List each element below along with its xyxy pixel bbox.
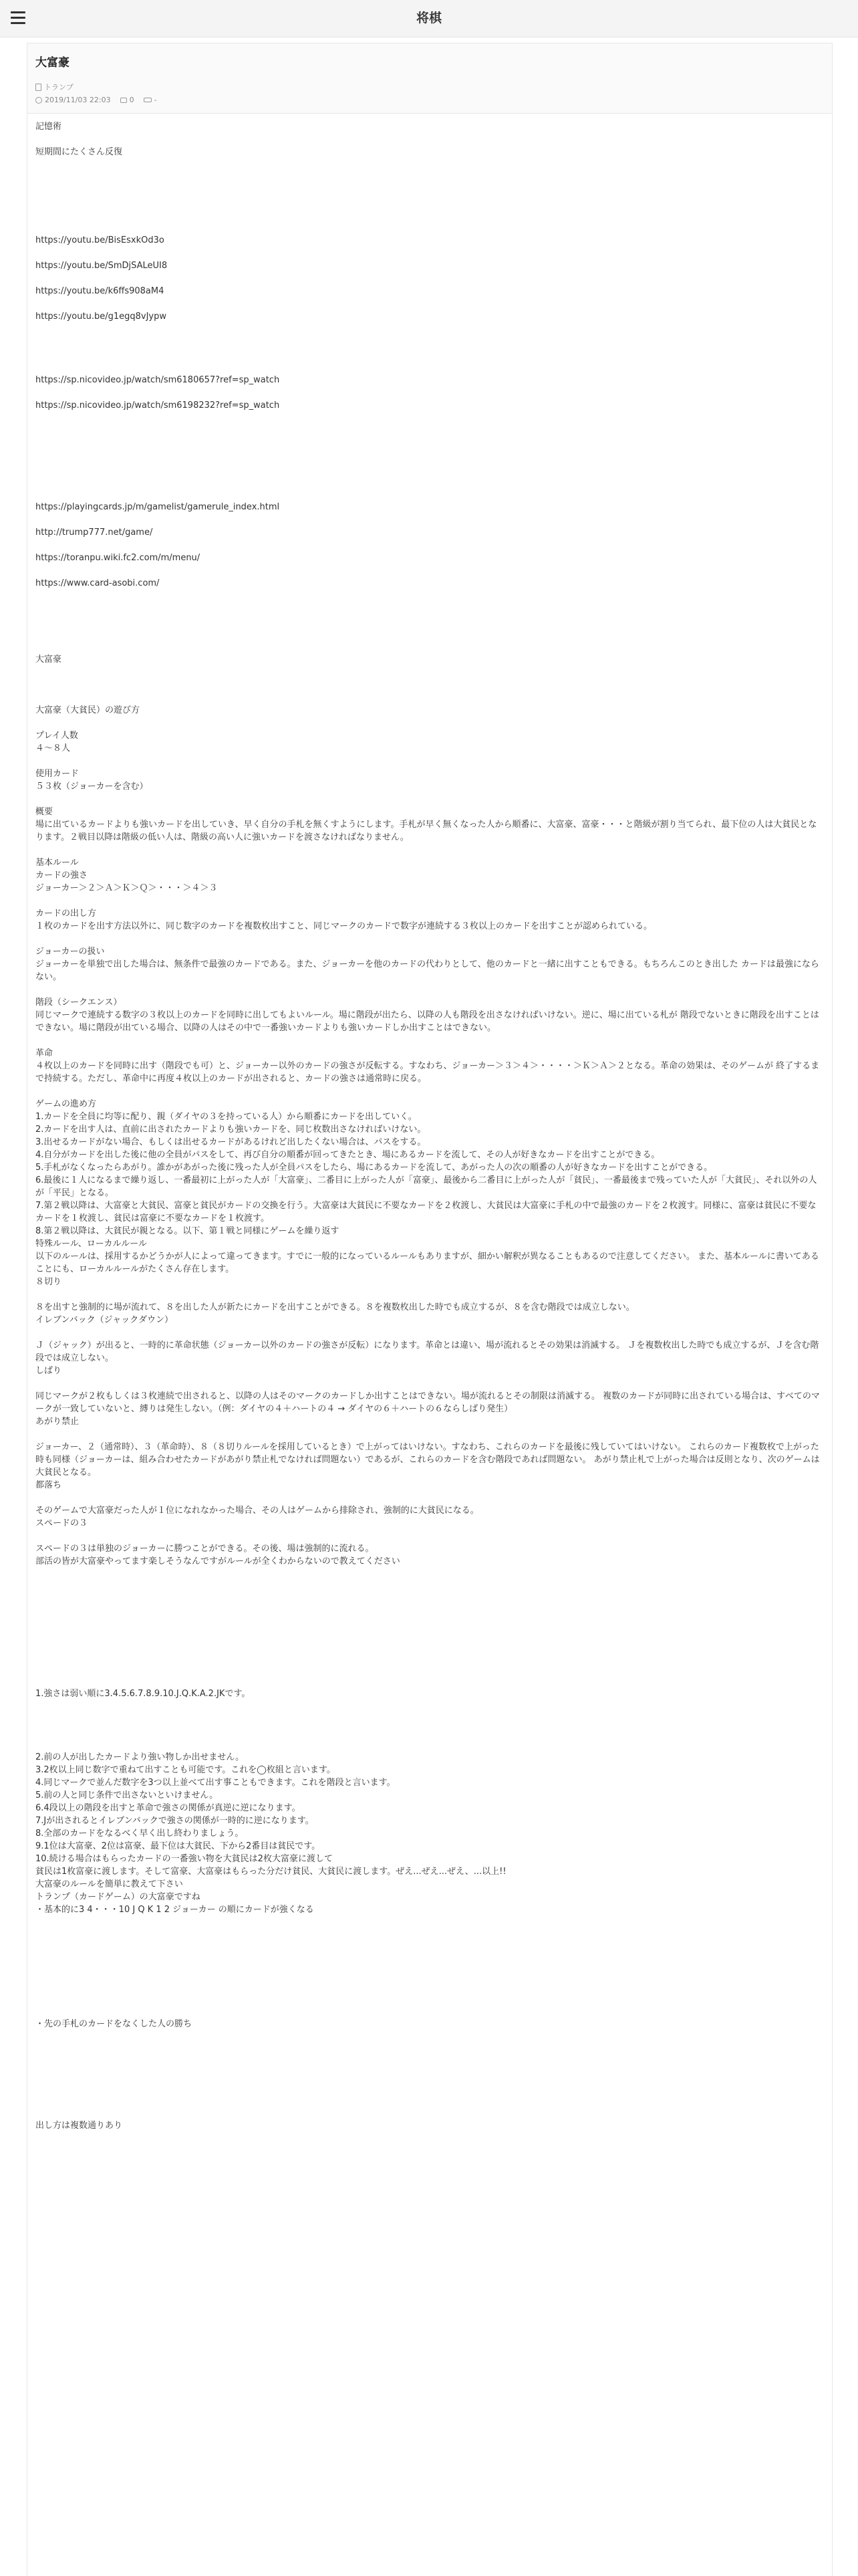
- body-line: 場に出ているカードよりも強いカードを出していき、早く自分の手札を無くすようにします。手札が早く無くなった人から順番に、大富豪、富豪・・・と階級が割り当てられ、最下位の人は大貧民となります。２戦目以降は階級の低い人は、階級の高い人に強いカードを渡さなければなりません。: [35, 820, 817, 842]
- body-line: 特殊ルール、ローカルルール: [35, 1239, 147, 1249]
- body-line: 10.続ける場合はもらったカードの一番強い物を大貧民は2枚大富豪に渡して: [35, 1854, 333, 1864]
- body-line: 3.2枚以上同じ数字で重ねて出すことも可能です。これを◯枚組と言います。: [35, 1765, 335, 1775]
- body-line: 都落ち: [35, 1480, 62, 1490]
- body-line: イレブンバック（ジャックダウン）: [35, 1315, 174, 1325]
- body-line: ８切り: [35, 1277, 62, 1287]
- body-line: 2.前の人が出したカードより強い物しか出せません。: [35, 1752, 245, 1762]
- category-row: [35, 82, 824, 92]
- body-line: ジョーカーを単独で出した場合は、無条件で最強のカードである。また、ジョーカーを他のカードの代わりとして、他のカードと一緒に出すこともできる。もちろんこのとき出した カードは最強にならない。: [35, 959, 819, 982]
- body-line: ジョーカー＞２＞Ａ＞Ｋ＞Ｑ＞・・・＞４＞３: [35, 883, 218, 893]
- body-line: 8.第２戦以降は、大貧民が親となる。以下、第１戦と同様にゲームを繰り返す: [35, 1226, 339, 1236]
- body-line: プレイ人数: [35, 731, 78, 741]
- body-line: カードの強さ: [35, 870, 88, 881]
- body-link[interactable]: https://playingcards.jp/m/gamelist/gamerule_index.html: [35, 502, 280, 512]
- body-line: 短期間にたくさん反復: [35, 147, 123, 157]
- body-line: そのゲームで大富豪だった人が１位になれなかった場合、その人はゲームから排除され、強制的に大貧民になる。: [35, 1506, 479, 1516]
- share-count[interactable]: -: [154, 96, 157, 104]
- post-header: [27, 43, 832, 114]
- body-link[interactable]: https://youtu.be/k6ffs908aM4: [35, 286, 164, 296]
- body-line: 7.第２戦以降は、大富豪と大貧民、富豪と貧民がカードの交換を行う。大富豪は大貧民に不要なカードを２枚渡し、大貧民は大富豪に手札の中で最強のカードを２枚渡す。同様に、富豪は貧民に不要なカードを１枚渡し、貧民は富豪に不要なカードを１枚渡す。: [35, 1201, 817, 1223]
- body-link[interactable]: http://trump777.net/game/: [35, 528, 153, 538]
- body-line: 基本ルール: [35, 858, 79, 868]
- body-line: 1.強さは弱い順に3.4.5.6.7.8.9.10.J.Q.K.A.2.JKです。: [35, 1689, 251, 1699]
- body-line: 貧民は1枚富豪に渡します。そして富豪、大富豪はもらった分だけ貧民、大貧民に渡します。ぜえ...ぜえ...ぜえ、...以上!!: [35, 1867, 507, 1877]
- app-title: 将棋: [416, 11, 442, 25]
- clock-icon: [35, 97, 42, 104]
- category-link[interactable]: トランプ: [44, 83, 74, 92]
- body-link[interactable]: https://youtu.be/SmDjSALeUI8: [35, 261, 168, 271]
- body-line: 5.手札がなくなったらあがり。誰かがあがった後に残った人が全員パスをしたら、場にあるカードを流して、あがった人の次の順番の人が好きなカードを出すことができる。: [35, 1163, 713, 1173]
- body-line: トランプ（カードゲーム）の大富豪ですね: [35, 1892, 200, 1902]
- body-line: 出し方は複数通りあり: [35, 2121, 123, 2131]
- body-line: 7.Jが出されるとイレブンバックで強さの関係が一時的に逆になります。: [35, 1816, 314, 1826]
- body-line: 同じマークで連続する数字の３枚以上のカードを同時に出してもよいルール。場に階段が出たら、以降の人も階段を出さなければいけない。逆に、場に出ている札が 階段でないときに階段を出すことはできない。場に階段が出ている場合、以降の人はその中で一番強いカードよりも強いカードしか出すことはできない。: [35, 1010, 819, 1033]
- folder-icon: [35, 84, 41, 91]
- body-link[interactable]: https://youtu.be/BisEsxkOd3o: [35, 235, 164, 245]
- body-line: 革命: [35, 1048, 53, 1058]
- body-line: 6.4段以上の階段を出すと革命で強さの関係が真逆に逆になります。: [35, 1803, 301, 1813]
- body-line: 2.カードを出す人は、直前に出されたカードよりも強いカードを、同じ枚数出さなければいけない。: [35, 1125, 426, 1135]
- body-line: 同じマークが２枚もしくは３枚連続で出されると、以降の人はそのマークのカードしか出すことはできない。場が流れるとその制限は消滅する。 複数のカードが同時に出されている場合は、すべてのマークが一致していないと、縛りは発生しない。（例：ダイヤの４＋ハートの４ → ダイヤの６＋ハートの６ならしばり発生）: [35, 1391, 820, 1414]
- body-line: 6.最後に１人になるまで繰り返し、一番最初に上がった人が「大富豪」、二番目に上がった人が「富豪」、最後から二番目に上がった人が「貧民」、一番最後まで残っていた人が「大貧民」、それ以外の人が「平民」となる。: [35, 1175, 817, 1198]
- share-icon[interactable]: [144, 98, 152, 102]
- body-line: １枚のカードを出す方法以外に、同じ数字のカードを複数枚出すこと、同じマークのカードで数字が連続する３枚以上のカードを出すことが認められている。: [35, 921, 653, 931]
- body-line: ・先の手札のカードをなくした人の勝ち: [35, 2019, 192, 2029]
- body-link[interactable]: https://sp.nicovideo.jp/watch/sm6180657?ref=sp_watch: [35, 375, 280, 385]
- body-line: あがり禁止: [35, 1417, 80, 1427]
- body-line: 5.前の人と同じ条件で出さないといけません。: [35, 1790, 219, 1800]
- body-link[interactable]: https://www.card-asobi.com/: [35, 578, 160, 588]
- comment-count[interactable]: 0: [129, 96, 134, 104]
- body-line: 階段（シークエンス）: [35, 998, 122, 1008]
- post-date: 2019/11/03 22:03: [45, 96, 111, 104]
- body-line: 概要: [35, 807, 53, 817]
- body-link[interactable]: https://toranpu.wiki.fc2.com/m/menu/: [35, 553, 200, 563]
- body-line: スペードの３: [35, 1518, 88, 1528]
- body-link[interactable]: https://youtu.be/g1egq8vJypw: [35, 312, 166, 322]
- body-line: ジョーカーの扱い: [35, 947, 105, 957]
- body-line: 1.カードを全員に均等に配り、親（ダイヤの３を持っている人）から順番にカードを出していく。: [35, 1112, 417, 1122]
- body-line: 部活の皆が大富豪やってます楽しそうなんですがルールが全くわからないので教えてください: [35, 1556, 400, 1566]
- top-bar: [0, 0, 858, 37]
- body-line: 4.同じマークで並んだ数字を3つ以上並べて出す事こともできます。これを階段と言います。: [35, 1778, 396, 1788]
- body-line: 9.1位は大富豪、2位は富豪、最下位は大貧民、下から2番目は貧民です。: [35, 1841, 321, 1851]
- body-line: 3.出せるカードがない場合、もしくは出せるカードがあるけれど出したくない場合は、パスをする。: [35, 1137, 426, 1147]
- post-card: [27, 43, 833, 2576]
- body-link[interactable]: https://sp.nicovideo.jp/watch/sm6198232?ref=sp_watch: [35, 400, 280, 411]
- body-line: ４枚以上のカードを同時に出す（階段でも可）と、ジョーカー以外のカードの強さが反転する。すなわち、ジョーカー＞３＞４＞・・・・＞Ｋ＞Ａ＞２となる。革命の効果は、そのゲームが 終了するまで持続する。ただし、革命中に再度４枚以上のカードが出されると、カードの強さは通常時に戻る。: [35, 1061, 820, 1084]
- body-line: 記憶術: [35, 122, 62, 132]
- body-line: 使用カード: [35, 769, 80, 779]
- body-line: カードの出し方: [35, 909, 97, 919]
- body-line: 8.全部のカードをなるべく早く出し終わりましょう。: [35, 1829, 244, 1839]
- post-title: 大富豪: [35, 56, 69, 70]
- post-body: [27, 114, 832, 2139]
- body-line: ・基本的に3 4・・・10 J Q K 1 2 ジョーカー の順にカードが強くなる: [35, 1905, 314, 1915]
- body-line: ８を出すと強制的に場が流れて、８を出した人が新たにカードを出すことができる。８を複数枚出した時でも成立するが、８を含む階段では成立しない。: [35, 1302, 635, 1312]
- body-line: 大富豪のルールを簡単に教えて下さい: [35, 1879, 183, 1889]
- body-line: ４〜８人: [35, 743, 71, 753]
- body-line: スペードの３は単独のジョーカーに勝つことができる。その後、場は強制的に流れる。: [35, 1544, 374, 1554]
- body-line: 大富豪: [35, 655, 62, 665]
- post-meta: [35, 96, 824, 104]
- body-line: しばり: [35, 1366, 62, 1376]
- body-line: ジョーカー、２（通常時）、３（革命時）、８（８切りルールを採用しているとき）で上がってはいけない。すなわち、これらのカードを最後に残していてはいけない。 これらのカード複数枚で上がった時も同様（ジョーカーは、組み合わせたカードがあがり禁止札でなければ問題ない）であるが、これらのカードを含む階段であれば問題ない。 あがり禁止札で上がった場合は反則となり、次のゲームは大貧民となる。: [35, 1442, 820, 1478]
- comment-icon[interactable]: [120, 98, 127, 103]
- body-line: 大富豪（大貧民）の遊び方: [35, 705, 140, 715]
- body-line: 以下のルールは、採用するかどうかが人によって違ってきます。すでに一般的になっているルールもありますが、細かい解釈が異なることもあるので注意してください。 また、基本ルールに書いてあることにも、ローカルルールがたくさん存在します。: [35, 1252, 819, 1274]
- body-line: 4.自分がカードを出した後に他の全員がパスをして、再び自分の順番が回ってきたとき、場にあるカードを流して、その人が好きなカードを出すことができる。: [35, 1150, 660, 1160]
- body-line: Ｊ（ジャック）が出ると、一時的に革命状態（ジョーカー以外のカードの強さが反転）になります。革命とは違い、場が流れるとその効果は消滅する。 Ｊを複数枚出した時でも成立するが、Ｊを含む階段では成立しない。: [35, 1340, 819, 1363]
- body-line: ゲームの進め方: [35, 1099, 97, 1109]
- body-line: ５３枚（ジョーカーを含む）: [35, 782, 148, 792]
